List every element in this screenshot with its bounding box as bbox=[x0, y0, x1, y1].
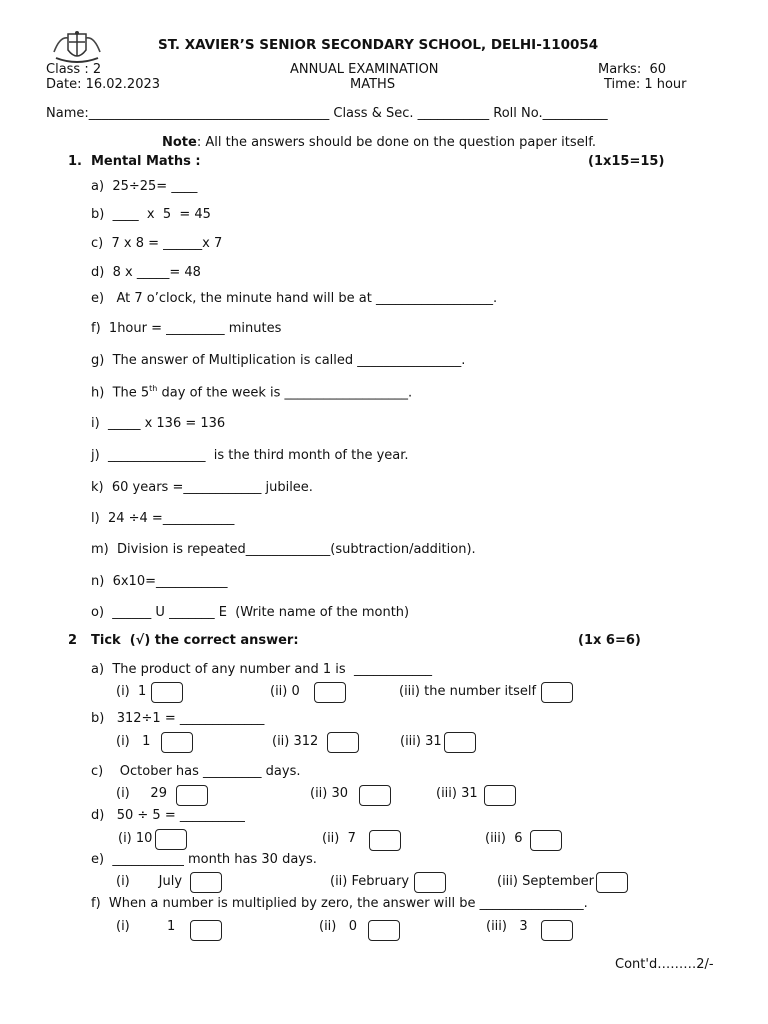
question-2a bbox=[91, 662, 432, 677]
option-2e-ii: (ii) February bbox=[330, 874, 410, 889]
section-2-marks: (1x 6=6) bbox=[578, 633, 641, 648]
option-2c-i: (i) 29 bbox=[116, 786, 167, 801]
option-2d-ii: (ii) 7 bbox=[322, 831, 356, 846]
question-1h bbox=[91, 384, 412, 400]
question-text-pre: The 5 bbox=[112, 385, 150, 401]
section-1-marks: (1x15=15) bbox=[588, 154, 665, 169]
question-text: ____ x 5 = 45 bbox=[112, 207, 211, 222]
question-2e bbox=[91, 852, 317, 867]
question-2f bbox=[91, 896, 588, 911]
question-label: o) bbox=[91, 605, 105, 620]
option-2f-iii: (iii) 3 bbox=[486, 919, 528, 934]
question-label: f) bbox=[91, 896, 101, 911]
question-text: 312÷1 = _____________ bbox=[112, 711, 265, 726]
question-text: 50 ÷ 5 = __________ bbox=[112, 808, 245, 823]
question-label: j) bbox=[91, 448, 100, 463]
option-2a-ii: (ii) 0 bbox=[270, 684, 300, 699]
question-1c bbox=[91, 236, 222, 251]
answer-checkbox-2a-ii[interactable] bbox=[314, 682, 346, 703]
question-label: b) bbox=[91, 207, 105, 222]
question-text-post: day of the week is ___________________. bbox=[157, 385, 413, 401]
question-label: d) bbox=[91, 265, 105, 280]
question-1o bbox=[91, 605, 409, 620]
question-label: c) bbox=[91, 236, 104, 251]
question-label: f) bbox=[91, 321, 101, 336]
answer-checkbox-2a-iii[interactable] bbox=[541, 682, 573, 703]
question-2b bbox=[91, 711, 264, 726]
answer-checkbox-2b-iii[interactable] bbox=[444, 732, 476, 753]
class-label: Class : 2 bbox=[46, 62, 102, 77]
question-text: ___________ month has 30 days. bbox=[112, 852, 317, 867]
question-2d bbox=[91, 808, 245, 823]
question-label: n) bbox=[91, 574, 105, 589]
answer-checkbox-2c-ii[interactable] bbox=[359, 785, 391, 806]
section-1-title: Mental Maths : bbox=[91, 154, 201, 169]
question-text: ______ U _______ E (Write name of the month) bbox=[112, 605, 410, 620]
option-2b-i: (i) 1 bbox=[116, 734, 151, 749]
question-text: 1hour = _________ minutes bbox=[108, 321, 282, 336]
question-1j bbox=[91, 448, 409, 463]
question-text: 60 years =____________ jubilee. bbox=[111, 480, 313, 495]
question-1n bbox=[91, 574, 227, 589]
section-2-number: 2 bbox=[68, 633, 78, 648]
note-label: Note bbox=[162, 135, 197, 150]
answer-checkbox-2a-i[interactable] bbox=[151, 682, 183, 703]
school-name: ST. XAVIER’S SENIOR SECONDARY SCHOOL, DELHI-110054 bbox=[158, 37, 599, 53]
question-text: 8 x _____= 48 bbox=[112, 265, 201, 280]
question-1d bbox=[91, 265, 201, 280]
question-label: h) bbox=[91, 385, 105, 401]
question-label: k) bbox=[91, 480, 104, 495]
question-2c bbox=[91, 764, 300, 779]
question-label: e) bbox=[91, 852, 105, 867]
option-2b-iii: (iii) 31 bbox=[400, 734, 442, 749]
question-label: c) bbox=[91, 764, 104, 779]
question-label: b) bbox=[91, 711, 105, 726]
option-2d-iii: (iii) 6 bbox=[485, 831, 523, 846]
superscript-th: th bbox=[149, 384, 158, 393]
answer-checkbox-2f-iii[interactable] bbox=[541, 920, 573, 941]
note-line bbox=[162, 135, 596, 150]
question-label: d) bbox=[91, 808, 105, 823]
answer-checkbox-2d-iii[interactable] bbox=[530, 830, 562, 851]
note-text: : All the answers should be done on the question paper itself. bbox=[196, 135, 596, 150]
option-2f-i: (i) 1 bbox=[116, 919, 176, 934]
question-1e bbox=[91, 291, 497, 306]
question-1f bbox=[91, 321, 281, 336]
question-label: e) bbox=[91, 291, 105, 306]
answer-checkbox-2e-ii[interactable] bbox=[414, 872, 446, 893]
option-2e-iii: (iii) September bbox=[497, 874, 594, 889]
question-text: October has _________ days. bbox=[111, 764, 301, 779]
option-2a-iii: (iii) the number itself bbox=[399, 684, 537, 699]
question-text: 6x10=___________ bbox=[112, 574, 228, 589]
question-label: l) bbox=[91, 511, 100, 526]
answer-checkbox-2e-i[interactable] bbox=[190, 872, 222, 893]
option-2e-i: (i) July bbox=[116, 874, 183, 889]
question-text: The answer of Multiplication is called ________________. bbox=[112, 353, 466, 368]
answer-checkbox-2b-i[interactable] bbox=[161, 732, 193, 753]
question-label: i) bbox=[91, 416, 100, 431]
question-1a bbox=[91, 179, 197, 194]
answer-checkbox-2e-iii[interactable] bbox=[596, 872, 628, 893]
answer-checkbox-2f-ii[interactable] bbox=[368, 920, 400, 941]
question-text: Division is repeated_____________(subtraction/addition). bbox=[117, 542, 476, 557]
continued-note: Cont'd………2/- bbox=[615, 957, 714, 972]
question-1i bbox=[91, 416, 225, 431]
answer-checkbox-2d-ii[interactable] bbox=[369, 830, 401, 851]
answer-checkbox-2c-iii[interactable] bbox=[484, 785, 516, 806]
question-1g bbox=[91, 353, 465, 368]
question-text: _______________ is the third month of the year. bbox=[107, 448, 409, 463]
section-1-number: 1. bbox=[68, 154, 82, 169]
question-label: m) bbox=[91, 542, 109, 557]
exam-title: ANNUAL EXAMINATION bbox=[290, 62, 439, 77]
subject-title: MATHS bbox=[350, 77, 396, 92]
option-2c-iii: (iii) 31 bbox=[436, 786, 478, 801]
option-2a-i: (i) 1 bbox=[116, 684, 147, 699]
answer-checkbox-2d-i[interactable] bbox=[155, 829, 187, 850]
section-2-title: Tick (√) the correct answer: bbox=[91, 633, 299, 648]
answer-checkbox-2c-i[interactable] bbox=[176, 785, 208, 806]
option-2c-ii: (ii) 30 bbox=[310, 786, 349, 801]
option-2b-ii: (ii) 312 bbox=[272, 734, 319, 749]
question-text: _____ x 136 = 136 bbox=[107, 416, 226, 431]
exam-date: Date: 16.02.2023 bbox=[46, 77, 161, 92]
question-label: g) bbox=[91, 353, 105, 368]
school-crest-logo bbox=[50, 30, 104, 64]
question-label: a) bbox=[91, 662, 105, 677]
answer-checkbox-2f-i[interactable] bbox=[190, 920, 222, 941]
question-text: 7 x 8 = ______x 7 bbox=[111, 236, 223, 251]
question-text: At 7 o’clock, the minute hand will be at __________________. bbox=[112, 291, 498, 306]
option-2f-ii: (ii) 0 bbox=[319, 919, 358, 934]
question-text: 24 ÷4 =___________ bbox=[107, 511, 235, 526]
question-text: 25÷25= ____ bbox=[112, 179, 198, 194]
question-1m bbox=[91, 542, 476, 557]
exam-duration: Time: 1 hour bbox=[604, 77, 687, 92]
question-text: The product of any number and 1 is ____________ bbox=[112, 662, 432, 677]
answer-checkbox-2b-ii[interactable] bbox=[327, 732, 359, 753]
student-details-line: Name:_____________________________________ Class & Sec. ___________ Roll No.__________ bbox=[46, 106, 608, 121]
question-1l bbox=[91, 511, 234, 526]
option-2d-i: (i) 10 bbox=[118, 831, 153, 846]
question-text: When a number is multiplied by zero, the answer will be ________________. bbox=[108, 896, 588, 911]
question-1b bbox=[91, 207, 211, 222]
total-marks: Marks: 60 bbox=[598, 62, 667, 77]
question-1k bbox=[91, 480, 313, 495]
question-label: a) bbox=[91, 179, 105, 194]
